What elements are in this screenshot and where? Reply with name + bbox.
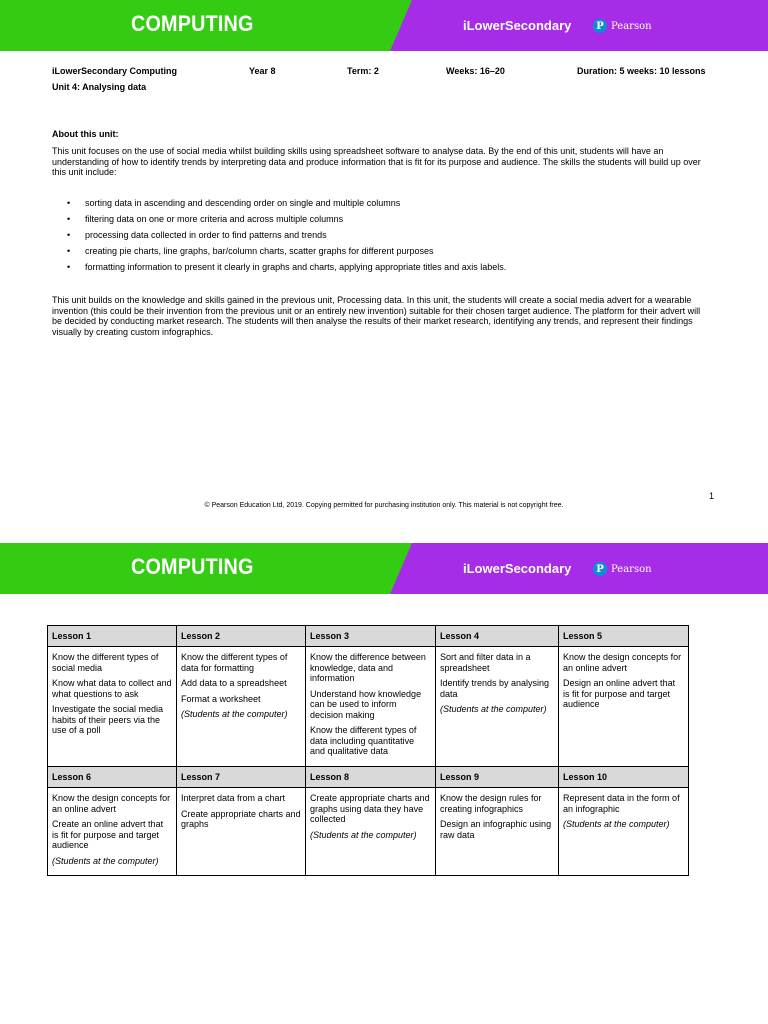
bullet-icon: • [67, 214, 71, 224]
table-header-row [48, 767, 689, 788]
subject-title: COMPUTING [131, 554, 254, 579]
page-number: 1 [709, 491, 715, 501]
subject-title: COMPUTING [131, 11, 254, 36]
skills-list [52, 198, 506, 278]
lesson-header: Lesson 10 [559, 767, 689, 788]
lesson-cell: Represent data in the form of an infographic (Students at the computer) [559, 788, 689, 876]
lesson-cell: Know the different types of data for formatting Add data to a spreadsheet Format a worksheet (Students at the computer) [177, 647, 306, 767]
banner-background [0, 0, 768, 51]
unit-title: Unit 4: Analysing data [52, 82, 147, 92]
term-label: Term: 2 [347, 66, 379, 76]
course-name: iLowerSecondary Computing [52, 66, 178, 76]
duration-label: Duration: 5 weeks: 10 lessons [577, 66, 706, 76]
header-banner [0, 0, 768, 51]
pearson-logo [593, 561, 652, 577]
lesson-header: Lesson 2 [177, 626, 306, 647]
lesson-header: Lesson 6 [48, 767, 177, 788]
list-item: • creating pie charts, line graphs, bar/column charts, scatter graphs for different purposes [67, 246, 434, 256]
lesson-cell: Know the design rules for creating infographics Design an infographic using raw data [436, 788, 559, 876]
brand-name: iLowerSecondary [463, 561, 572, 576]
lesson-cell: Know the design concepts for an online advert Create an online advert that is fit for purpose and target audience (Students at the computer) [48, 788, 177, 876]
lessons-table [47, 625, 689, 876]
pearson-wordmark: Pearson [611, 20, 652, 32]
lesson-cell: Know the different types of social media Know what data to collect and what questions to ask Investigate the social media habits of their peers via the use of a poll [48, 647, 177, 767]
list-item: • formatting information to present it clearly in graphs and charts, applying appropriate titles and axis labels. [67, 262, 507, 272]
year-label: Year 8 [249, 66, 276, 76]
lesson-cell: Know the design concepts for an online advert Design an online advert that is fit for purpose and target audience [559, 647, 689, 767]
lesson-header: Lesson 8 [306, 767, 436, 788]
weeks-label: Weeks: 16–20 [446, 66, 505, 76]
about-intro: This unit focuses on the use of social media whilst building skills using spreadsheet software to analyse data. By the end of this unit, students will have an understanding of how to identify trends by interpreting data and produce information that is fit for its purpose and audience. The skills the students will build up over this unit include: [52, 146, 701, 177]
brand-name: iLowerSecondary [463, 18, 572, 33]
bullet-icon: • [67, 262, 71, 272]
list-item: • sorting data in ascending and descending order on single and multiple columns [67, 198, 401, 208]
lesson-header: Lesson 4 [436, 626, 559, 647]
banner-background [0, 543, 768, 594]
lesson-header: Lesson 7 [177, 767, 306, 788]
lesson-header: Lesson 9 [436, 767, 559, 788]
lesson-cell: Know the difference between knowledge, data and information Understand how knowledge can be used to inform decision making Know the different types of data including quantitative and qualitative data [306, 647, 436, 767]
list-item: • processing data collected in order to find patterns and trends [67, 230, 327, 240]
pearson-wordmark: Pearson [611, 563, 652, 575]
lesson-header: Lesson 1 [48, 626, 177, 647]
pearson-p-icon: P [593, 562, 607, 576]
bullet-icon: • [67, 230, 71, 240]
header-banner [0, 543, 768, 594]
bullet-icon: • [67, 198, 71, 208]
lesson-cell: Create appropriate charts and graphs using data they have collected (Students at the computer) [306, 788, 436, 876]
table-row [48, 647, 689, 767]
copyright-notice: © Pearson Education Ltd, 2019. Copying permitted for purchasing institution only. This material is not copyright free. [204, 502, 564, 509]
list-item: • filtering data on one or more criteria and across multiple columns [67, 214, 344, 224]
table-row [48, 788, 689, 876]
bullet-icon: • [67, 246, 71, 256]
table-header-row [48, 626, 689, 647]
about-outro: This unit builds on the knowledge and skills gained in the previous unit, Processing data. In this unit, the students will create a social media advert for a wearable invention (this could be their invention from the previous unit or an entirely new invention) suitable for their chosen target audience. The platform for their advert will be decided by conducting market research. The students will then analyse the results of their market research, identifying any trends, and represent their findings visually by creating custom infographics. [52, 295, 701, 337]
lesson-header: Lesson 5 [559, 626, 689, 647]
lesson-cell: Sort and filter data in a spreadsheet Identify trends by analysing data (Students at the computer) [436, 647, 559, 767]
pearson-logo [593, 18, 652, 34]
lesson-header: Lesson 3 [306, 626, 436, 647]
about-heading: About this unit: [52, 129, 119, 139]
pearson-p-icon: P [593, 19, 607, 33]
lesson-cell: Interpret data from a chart Create appropriate charts and graphs [177, 788, 306, 876]
